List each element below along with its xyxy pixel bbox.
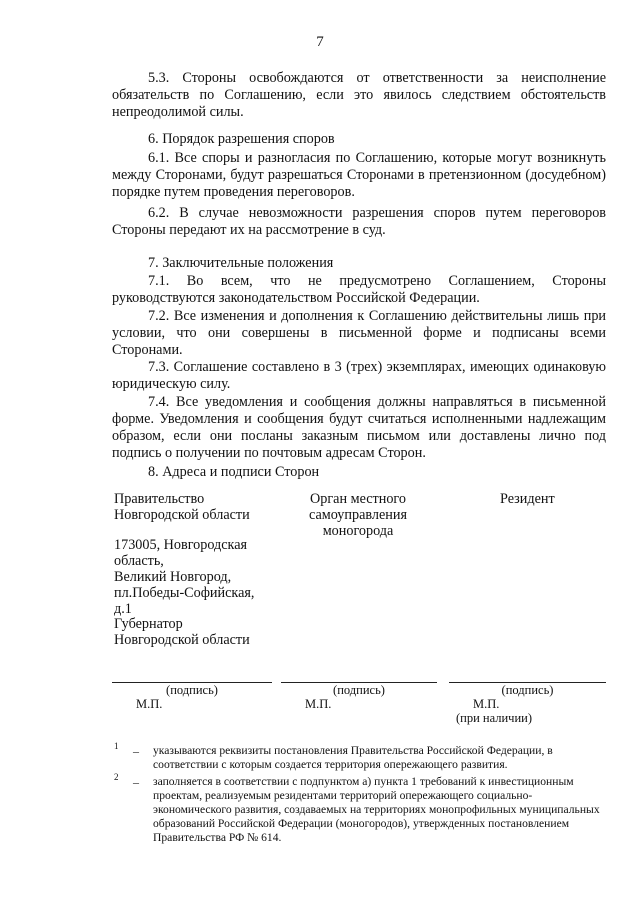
stamp-government: М.П. (136, 697, 163, 711)
footnote-1-dash: – (133, 744, 139, 758)
footnote-2-dash: – (133, 775, 139, 789)
section-7-heading: 7. Заключительные положения (148, 255, 334, 271)
party-government-position: Губернатор Новгородской области (114, 616, 250, 648)
page-number: 7 (316, 34, 324, 50)
stamp-resident-note: (при наличии) (455, 711, 533, 725)
clause-7-4: 7.4. Все уведомления и сообщения должны направляться в письменной форме. Уведомления и сообщения будут считаться исполненными надлежащим образом, если они посланы заказным письмом или доставлены лично под подпись о получении по почтовым адресам Сторон. (112, 394, 606, 461)
signature-caption-municipality: (подпись) (333, 683, 385, 697)
footnote-1-text: указываются реквизиты постановления Правительства Российской Федерации, в соответствии с которым создается территория опережающего развития. (153, 744, 553, 771)
party-municipality-name: Орган местного самоуправления моногорода (309, 491, 407, 539)
clause-7-3: 7.3. Соглашение составлено в 3 (трех) экземплярах, имеющих одинаковую юридическую силу. (112, 359, 606, 392)
stamp-resident: М.П. (473, 697, 500, 711)
footnote-2-number: 2 (114, 772, 119, 782)
party-government-name: Правительство Новгородской области (114, 491, 250, 523)
stamp-municipality: М.П. (305, 697, 332, 711)
signature-caption-resident: (подпись) (501, 683, 554, 697)
party-government-address: 173005, Новгородская область, Великий Новгород, пл.Победы-Софийская, д.1 (114, 537, 255, 617)
clause-7-2: 7.2. Все изменения и дополнения к Соглашению действительны лишь при условии, что они совершены в письменной форме и подписаны всеми Сторонами. (112, 308, 606, 358)
section-8-heading: 8. Адреса и подписи Сторон (148, 464, 320, 480)
party-resident-name: Резидент (500, 491, 555, 507)
footnote-2-text: заполняется в соответствии с подпунктом а) пункта 1 требований к инвестиционным проектам, реализуемым резидентами территорий опережающего социально-экономического развития, создаваемых на территориях монопрофильных муниципальных образований Российской Федерации (моногородов), утвержденных постановлением Правительства РФ № 614. (153, 775, 600, 844)
signature-caption-government: (подпись) (166, 683, 218, 697)
clause-6-2: 6.2. В случае невозможности разрешения споров путем переговоров Стороны передают их на рассмотрение в суд. (112, 205, 606, 238)
footnote-1-number: 1 (114, 741, 119, 751)
section-6-heading: 6. Порядок разрешения споров (148, 131, 335, 147)
clause-6-1: 6.1. Все споры и разногласия по Соглашению, которые могут возникнуть между Сторонами, будут разрешаться Сторонами в претензионном (досудебном) порядке путем проведения переговоров. (112, 150, 606, 200)
clause-5-3: 5.3. Стороны освобождаются от ответственности за неисполнение обязательств по Соглашению, если это явилось следствием обстоятельств непреодолимой силы. (112, 70, 606, 120)
clause-7-1: 7.1. Во всем, что не предусмотрено Соглашением, Стороны руководствуются законодательством Российской Федерации. (112, 273, 606, 306)
